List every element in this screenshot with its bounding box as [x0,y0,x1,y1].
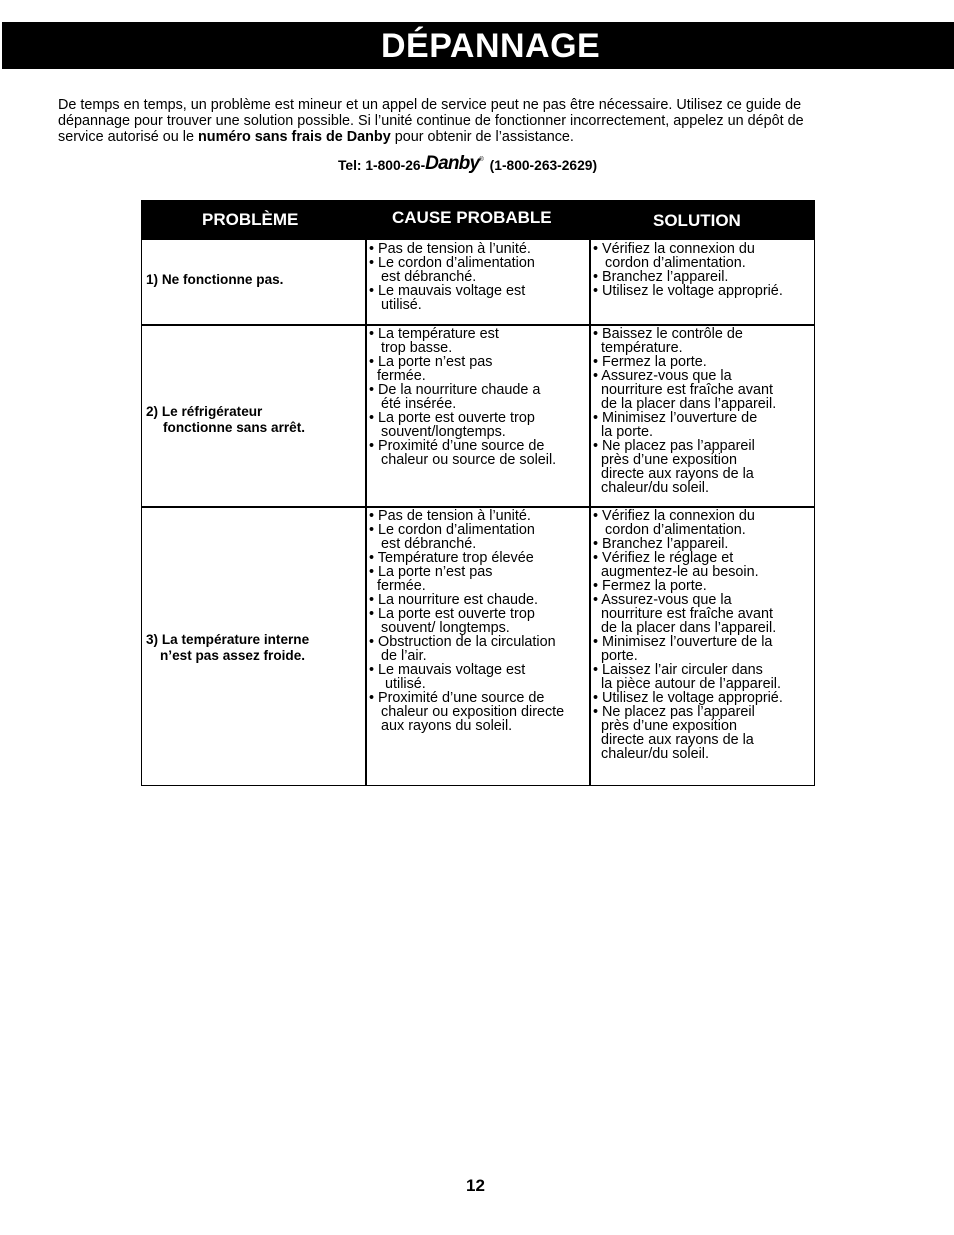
cause-line: souvent/ longtemps. [369,620,510,636]
solution-line: • Fermez la porte. [593,354,707,370]
cause-line: • Le cordon d’alimentation [369,522,535,538]
solution-cell-1 [593,242,783,298]
solution-line: • Assurez-vous que la [593,368,732,384]
solution-line: cordon d’alimentation. [593,255,746,271]
cause-line: chaleur ou exposition directe [369,704,565,720]
solution-line: • Branchez l’appareil. [593,536,729,552]
solution-line: • Ne placez pas l’appareil [593,438,755,454]
header-problem: PROBLÈME [202,210,299,229]
solution-line: porte. [593,648,638,664]
page-title: DÉPANNAGE [381,27,601,65]
problem-line: fonctionne sans arrêt. [163,420,306,435]
solution-cell-3 [593,509,783,761]
solution-line: de la placer dans l’appareil. [593,396,777,412]
cause-line: utilisé. [369,297,422,313]
solution-line: • Utilisez le voltage approprié. [593,690,783,706]
registered-mark: ® [479,157,484,163]
solution-line: nourriture est fraîche avant [593,382,773,398]
cause-line: est débranché. [369,269,477,285]
solution-line: chaleur/du soleil. [593,746,709,762]
solution-line: • Vérifiez la connexion du [593,508,755,524]
header-solution: SOLUTION [653,211,741,230]
troubleshooting-table [141,200,815,786]
cause-line: été insérée. [369,396,457,412]
solution-line: directe aux rayons de la [593,732,754,748]
cause-line: • Le mauvais voltage est [369,662,526,678]
cause-line: souvent/longtemps. [369,424,506,440]
solution-line: la porte. [593,424,653,440]
solution-line: la pièce autour de l’appareil. [593,676,781,692]
solution-line: • Assurez-vous que la [593,592,732,608]
intro-line-3-end: pour obtenir de l’assistance. [390,129,574,145]
cause-line: utilisé. [369,676,426,692]
solution-line: • Branchez l’appareil. [593,269,729,285]
cause-line: aux rayons du soleil. [369,718,513,734]
solution-line: augmentez-le au besoin. [593,564,759,580]
solution-line: • Baissez le contrôle de [593,326,743,342]
cause-line: • La porte n’est pas [369,564,493,580]
solution-line: près d’une exposition [593,452,737,468]
solution-line: • Vérifiez le réglage et [593,550,734,566]
cause-cell-2 [369,327,556,467]
tel-prefix: Tel: 1-800-26- [338,158,426,173]
problem-line: 1) Ne fonctionne pas. [146,272,284,287]
cause-line: est débranché. [369,536,477,552]
cause-line: • Proximité d’une source de [369,438,545,454]
column-divider-2 [589,240,591,785]
cause-line: fermée. [369,368,426,384]
solution-line: cordon d’alimentation. [593,522,746,538]
cause-line: trop basse. [369,340,453,356]
cause-cell-3 [369,509,564,733]
telephone-line [338,153,597,182]
header-cause: CAUSE PROBABLE [392,208,552,227]
solution-line: directe aux rayons de la [593,466,754,482]
solution-line: • Utilisez le voltage approprié. [593,283,783,299]
solution-line: nourriture est fraîche avant [593,606,773,622]
problem-line: 3) La température interne [146,632,310,647]
solution-line: • Laissez l’air circuler dans [593,662,763,678]
column-divider-1 [365,240,367,785]
cause-line: • La nourriture est chaude. [369,592,539,608]
cause-line: • De la nourriture chaude a [369,382,541,398]
cause-line: • La porte n’est pas [369,354,493,370]
cause-line: • Le cordon d’alimentation [369,255,535,271]
cause-line: de l’air. [369,648,427,664]
solution-line: • Ne placez pas l’appareil [593,704,755,720]
solution-line: température. [593,340,683,356]
cause-line: fermée. [369,578,426,594]
table-header-row [142,201,814,240]
problem-cell-3 [146,632,364,664]
danby-logo: Danby [425,153,480,174]
solution-line: • Vérifiez la connexion du [593,241,755,257]
cause-line: • Température trop élevée [369,550,534,566]
title-bar [2,22,954,69]
tel-number: (1-800-263-2629) [489,158,598,173]
solution-line: près d’une exposition [593,718,737,734]
cause-line: • La porte est ouverte trop [369,606,535,622]
cause-line: • Proximité d’une source de [369,690,545,706]
page-number: 12 [466,1176,485,1195]
solution-line: • Minimisez l’ouverture de la [593,634,773,650]
problem-line: 2) Le réfrigérateur [146,404,263,419]
toll-free-emphasis: numéro sans frais de Danby [197,129,391,145]
cause-line: • La température est [369,326,499,342]
cause-line: • Le mauvais voltage est [369,283,526,299]
intro-paragraph [58,97,898,145]
intro-line-3 [58,129,898,145]
cause-line: • Obstruction de la circulation [369,634,556,650]
intro-line-1: De temps en temps, un problème est mineur et un appel de service peut ne pas être nécessaire. Utilisez ce guide de [58,97,802,113]
cause-line: • Pas de tension à l’unité. [369,508,531,524]
intro-line-3-start: service autorisé ou le [58,129,198,145]
solution-line: chaleur/du soleil. [593,480,709,496]
problem-cell-2 [146,404,364,436]
intro-line-2: dépannage pour trouver une solution possible. Si l’unité continue de fonctionner incorrectement, appelez un dépôt de [58,113,804,129]
solution-cell-2 [593,327,776,495]
cause-line: chaleur ou source de soleil. [369,452,557,468]
solution-line: de la placer dans l’appareil. [593,620,777,636]
solution-line: • Minimisez l’ouverture de [593,410,758,426]
cause-cell-1 [369,242,535,312]
cause-line: • La porte est ouverte trop [369,410,535,426]
problem-line: n’est pas assez froide. [160,648,306,663]
problem-cell-1 [146,272,364,288]
cause-line: • Pas de tension à l’unité. [369,241,531,257]
solution-line: • Fermez la porte. [593,578,707,594]
